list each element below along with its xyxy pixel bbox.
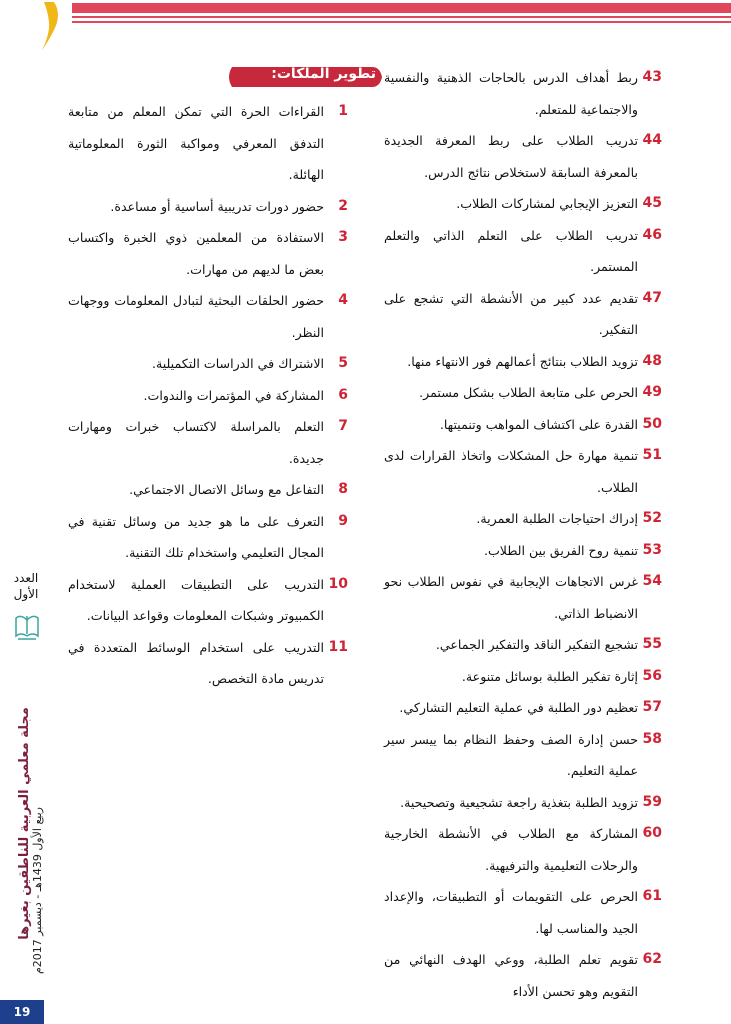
item-text: القراءات الحرة التي تمكن المعلم من متابعة التدفق المعرفي ومواكبة الثورة المعلوماتية الهائلة. [68, 104, 324, 182]
item-text: تدريب الطلاب على ربط المعرفة الجديدة بالمعرفة السابقة لاستخلاص نتائج الدرس. [384, 133, 638, 180]
item-text: إدراك احتياجات الطلبة العمرية. [476, 511, 638, 526]
list-item [384, 661, 662, 693]
issue-label [6, 570, 46, 602]
item-text: تنمية روح الفريق بين الطلاب. [483, 542, 638, 558]
item-number: 9 [338, 512, 348, 529]
item-text: تزويد الطلبة بتغذية راجعة تشجيعية وتصحيحية. [400, 794, 638, 810]
list-item [384, 62, 662, 125]
list-item [68, 348, 348, 380]
issue-line2: الأول [13, 587, 39, 601]
yellow-hook-ornament [40, 0, 68, 52]
item-number: 10 [328, 575, 348, 592]
list-item [68, 506, 348, 569]
list-item [384, 220, 662, 283]
item-text: التعزيز الإيجابي لمشاركات الطلاب. [456, 196, 638, 211]
list-item [384, 503, 662, 535]
list-item [384, 440, 662, 503]
item-text: الحرص على التقويمات أو التطبيقات، والإعداد الجيد والمناسب لها. [384, 889, 638, 936]
item-number: 57 [642, 699, 662, 715]
list-item [68, 222, 348, 285]
item-number: 59 [642, 793, 662, 810]
item-number: 60 [642, 825, 662, 841]
list-item [68, 380, 348, 412]
list-item [384, 724, 662, 787]
item-number: 7 [338, 418, 348, 434]
magazine-title: مجلة معلمي العربية للناطقين بغيرها [16, 706, 32, 940]
list-item [68, 411, 348, 474]
open-book-icon [14, 612, 40, 642]
list-item [68, 569, 348, 632]
right-column-list [384, 62, 662, 1007]
list-item [384, 346, 662, 378]
item-number: 47 [642, 289, 662, 306]
list-item [68, 96, 348, 191]
item-text: ربط أهداف الدرس بالحاجات الذهنية والنفسية والاجتماعية للمتعلم. [384, 70, 638, 117]
list-item [384, 283, 662, 346]
list-item [68, 285, 348, 348]
left-column-list [68, 96, 348, 695]
item-number: 49 [642, 384, 662, 400]
list-item [384, 188, 662, 220]
item-text: التدريب على استخدام الوسائط المتعددة في تدريس مادة التخصص. [68, 639, 324, 686]
list-item [384, 377, 662, 409]
item-text: التعرف على ما هو جديد من وسائل تقنية في المجال التعليمي واستخدام تلك التقنية. [68, 513, 324, 560]
item-text: تشجيع التفكير الناقد والتفكير الجماعي. [435, 637, 638, 652]
item-number: 58 [642, 730, 662, 747]
item-number: 52 [642, 510, 662, 526]
item-number: 55 [642, 636, 662, 652]
top-decorative-stripes [0, 0, 731, 40]
item-text: تزويد الطلاب بنتائج أعمالهم فور الانتهاء منها. [407, 353, 638, 369]
item-text: القدرة على اكتشاف المواهب وتنميتها. [439, 416, 638, 432]
item-number: 51 [642, 447, 662, 463]
item-text: تعظيم دور الطلبة في عملية التعليم التشاركي. [399, 700, 638, 715]
item-number: 8 [338, 481, 348, 497]
item-text: التفاعل مع وسائل الاتصال الاجتماعي. [129, 482, 324, 497]
item-number: 53 [642, 541, 662, 558]
issue-date: ربيع الأول 1439هـ - ديسمبر 2017م [30, 806, 44, 974]
item-number: 61 [642, 888, 662, 904]
item-text: تنمية مهارة حل المشكلات واتخاذ القرارات لدى الطلاب. [384, 448, 638, 495]
item-number: 54 [642, 573, 662, 589]
list-item [384, 787, 662, 819]
list-item [384, 818, 662, 881]
list-item [68, 191, 348, 223]
list-item [384, 629, 662, 661]
item-number: 56 [642, 667, 662, 684]
item-text: التدريب على التطبيقات العملية لاستخدام الكمبيوتر وشبكات المعلومات وقواعد البيانات. [68, 576, 324, 623]
item-text: تدريب الطلاب على التعلم الذاتي والتعلم المستمر. [384, 227, 638, 274]
list-item [384, 692, 662, 724]
item-text: الاستفادة من المعلمين ذوي الخبرة واكتساب بعض ما لديهم من مهارات. [68, 230, 324, 277]
item-text: إثارة تفكير الطلبة بوسائل متنوعة. [461, 668, 638, 684]
item-number: 45 [642, 195, 662, 211]
item-number: 5 [338, 355, 348, 371]
item-text: حضور الحلقات البحثية لتبادل المعلومات ووجهات النظر. [68, 293, 324, 340]
page-number: 19 [0, 1000, 44, 1024]
item-number: 1 [338, 103, 348, 119]
list-item [68, 474, 348, 506]
item-text: التعلم بالمراسلة لاكتساب خبرات ومهارات جديدة. [68, 419, 324, 466]
item-number: 48 [642, 352, 662, 369]
issue-line1: العدد [13, 571, 39, 585]
item-number: 11 [328, 638, 348, 655]
item-number: 6 [338, 386, 348, 403]
item-number: 43 [642, 69, 662, 85]
list-item [384, 409, 662, 441]
list-item [384, 125, 662, 188]
list-item [384, 535, 662, 567]
item-text: حسن إدارة الصف وحفظ النظام بما ييسر سير عملية التعليم. [384, 731, 638, 778]
item-number: 3 [338, 229, 348, 245]
item-text: غرس الاتجاهات الإيجابية في نفوس الطلاب نحو الانضباط الذاتي. [384, 574, 638, 621]
item-number: 44 [642, 132, 662, 148]
item-number: 50 [642, 415, 662, 432]
list-item [384, 944, 662, 1007]
item-text: الاشتراك في الدراسات التكميلية. [151, 356, 324, 371]
item-number: 4 [338, 292, 348, 308]
item-text: تقويم تعلم الطلبة، ووعي الهدف النهائي من التقويم وهو تحسن الأداء [384, 952, 638, 999]
list-item [68, 632, 348, 695]
item-text: تقديم عدد كبير من الأنشطة التي تشجع على التفكير. [384, 290, 638, 337]
item-text: حضور دورات تدريبية أساسية أو مساعدة. [110, 198, 324, 214]
heading-text: تطوير الملكات: [271, 66, 376, 82]
section-heading [226, 64, 384, 90]
item-number: 62 [642, 951, 662, 967]
item-number: 46 [642, 226, 662, 243]
item-text: المشاركة مع الطلاب في الأنشطة الخارجية والرحلات التعليمية والترفيهية. [384, 826, 638, 873]
list-item [384, 566, 662, 629]
list-item [384, 881, 662, 944]
date-vertical [22, 780, 52, 1000]
item-text: الحرص على متابعة الطلاب بشكل مستمر. [419, 385, 638, 400]
item-number: 2 [338, 197, 348, 214]
item-text: المشاركة في المؤتمرات والندوات. [143, 387, 324, 403]
